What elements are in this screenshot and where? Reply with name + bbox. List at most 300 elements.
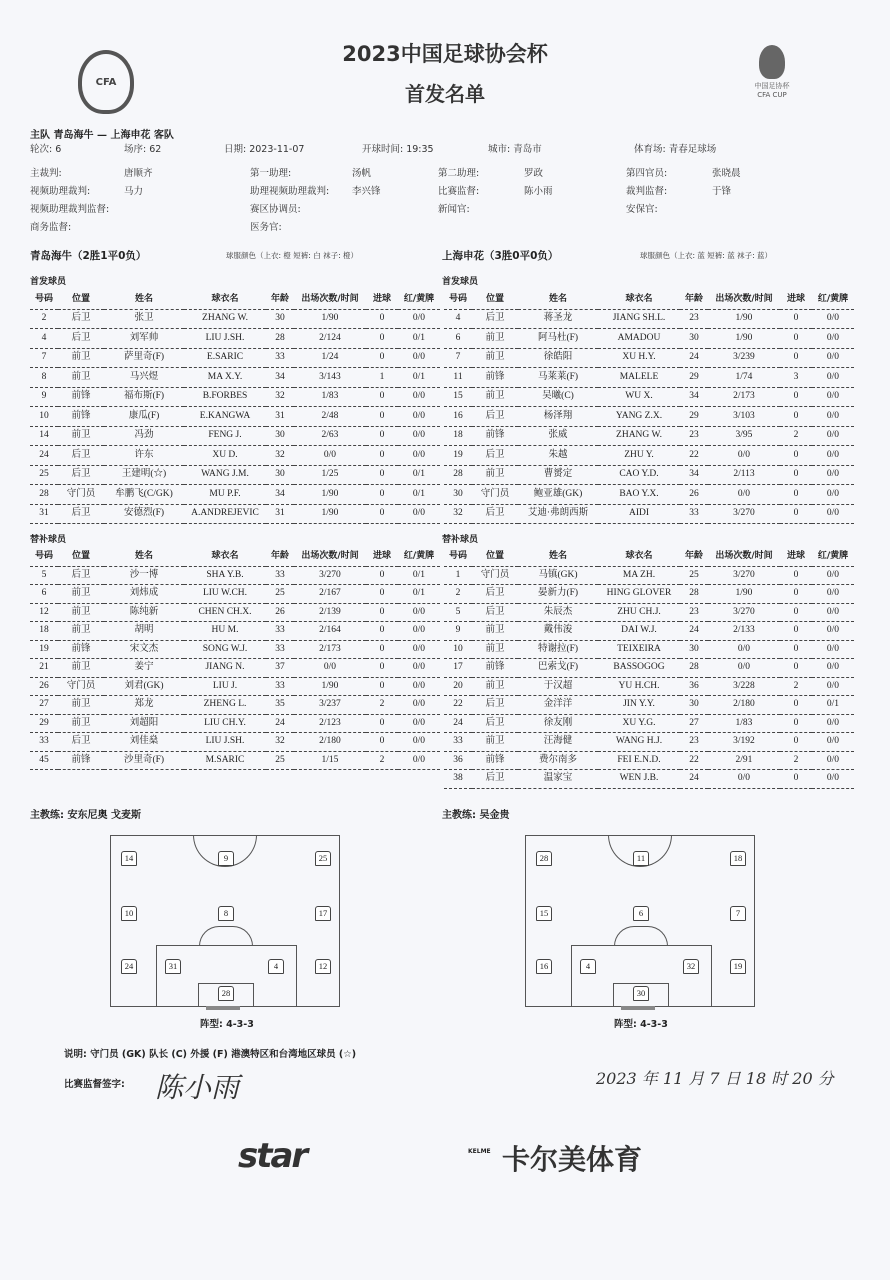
player-row [30,446,440,466]
player-cell: 3/143 [294,368,366,388]
player-cell: 27 [680,714,708,733]
player-cell: 28 [30,485,58,505]
player-cell: 26 [680,485,708,505]
player-cell: 34 [266,368,294,388]
player-cell: 朱辰杰 [518,603,598,622]
player-cell: 0 [780,659,812,678]
player-row [30,485,440,505]
player-cell: 1/24 [294,348,366,368]
player-row [444,585,854,604]
player-cell: 18 [444,426,472,446]
player-cell: 2/180 [294,733,366,752]
player-row [444,566,854,585]
player-cell: 3/270 [708,566,780,585]
kelme-brand-text: 卡尔美体育 [502,1143,643,1176]
player-row [30,640,440,659]
player-cell: 30 [266,309,294,329]
player-cell: 0 [366,504,398,524]
player-cell: 28 [680,585,708,604]
player-cell: 前卫 [472,329,518,349]
player-cell: 安德烈(F) [104,504,184,524]
player-cell: 沙一博 [104,566,184,585]
player-cell: 30 [680,329,708,349]
official-role: 安保官: [626,204,658,215]
player-cell: 1/90 [294,485,366,505]
player-cell: 2/164 [294,622,366,641]
player-jersey-icon: 31 [165,959,181,974]
player-cell: 0/0 [812,603,854,622]
player-cell: 0 [366,348,398,368]
column-header: 球衣名 [184,291,266,309]
official-name: 张晓晨 [712,168,741,179]
player-cell: 0/0 [398,751,440,770]
player-cell: 0/1 [398,368,440,388]
player-cell: 45 [30,751,58,770]
player-cell: 0/0 [812,426,854,446]
player-cell: 37 [266,659,294,678]
player-row [444,677,854,696]
player-cell: MA ZH. [598,566,680,585]
player-cell: 前锋 [58,751,104,770]
player-cell: 张卫 [104,309,184,329]
player-cell: 2/133 [708,622,780,641]
player-cell: 30 [680,696,708,715]
player-row [30,407,440,427]
player-cell: JIANG N. [184,659,266,678]
cfa-logo-text: CFA [95,76,117,88]
player-cell: JIN Y.Y. [598,696,680,715]
official-name: 唐顺齐 [124,168,153,179]
player-cell: 0/0 [812,407,854,427]
player-cell: 前卫 [58,603,104,622]
player-cell: 3/95 [708,426,780,446]
player-cell: 前卫 [472,733,518,752]
official-role: 医务官: [250,222,282,233]
star-logo: star [238,1136,307,1176]
player-cell: 1/15 [294,751,366,770]
player-cell: 33 [266,677,294,696]
player-cell: 徐友刚 [518,714,598,733]
player-cell: 0/0 [812,329,854,349]
player-cell: 0/0 [812,465,854,485]
official-role: 裁判监督: [626,186,668,197]
player-cell: XU Y.G. [598,714,680,733]
player-cell: 后卫 [472,696,518,715]
player-row [30,348,440,368]
away-team-name: 上海申花（3胜0平0负） [442,250,559,262]
player-cell: ZHANG W. [598,426,680,446]
player-cell: 36 [444,751,472,770]
player-cell: 32 [266,733,294,752]
player-row [444,640,854,659]
round: 轮次: 6 [30,144,62,155]
player-cell: 守门员 [58,485,104,505]
player-cell: 前锋 [58,407,104,427]
player-row [30,603,440,622]
player-cell: 0 [366,659,398,678]
player-row [444,622,854,641]
player-row [30,426,440,446]
player-cell: 前锋 [472,368,518,388]
column-header: 年龄 [266,548,294,566]
player-row [30,751,440,770]
player-cell: 29 [680,368,708,388]
player-cell: 0 [780,622,812,641]
player-cell: 0 [780,566,812,585]
player-cell: 0 [366,603,398,622]
column-header: 出场次数/时间 [708,291,780,309]
player-row [30,696,440,715]
player-cell: 温家宝 [518,770,598,789]
player-row [444,485,854,505]
player-cell: 康瓜(F) [104,407,184,427]
player-cell: MU P.F. [184,485,266,505]
player-cell: 34 [266,485,294,505]
column-header: 出场次数/时间 [708,548,780,566]
player-cell: 0/0 [398,426,440,446]
column-header: 号码 [30,291,58,309]
player-jersey-icon: 28 [218,986,234,1001]
player-jersey-icon: 28 [536,851,552,866]
player-cell: WANG H.J. [598,733,680,752]
official-name: 于锋 [712,186,732,197]
player-cell: 1/83 [294,387,366,407]
player-cell: 2/180 [708,696,780,715]
player-cell: 福布斯(F) [104,387,184,407]
player-cell: 0/0 [398,309,440,329]
player-row [444,504,854,524]
player-row [444,751,854,770]
document-subtitle: 首发名单 [405,82,485,106]
player-jersey-icon: 11 [633,851,649,866]
player-cell: 0/0 [812,640,854,659]
player-cell: 0 [366,465,398,485]
player-cell: 6 [444,329,472,349]
player-cell: 前锋 [58,387,104,407]
player-cell: 31 [266,407,294,427]
player-cell: 33 [266,622,294,641]
player-row [30,329,440,349]
player-row [444,603,854,622]
player-jersey-icon: 30 [633,986,649,1001]
player-row [30,465,440,485]
city: 城市: 青岛市 [488,144,542,155]
player-cell: 金洋洋 [518,696,598,715]
player-cell: 戴伟浚 [518,622,598,641]
player-cell: 0 [366,622,398,641]
player-cell: 0/0 [708,659,780,678]
player-cell: 姜宁 [104,659,184,678]
player-cell: ZHANG W. [184,309,266,329]
player-cell: 马镇(GK) [518,566,598,585]
player-cell: 0/1 [398,465,440,485]
player-cell: 2/113 [708,465,780,485]
player-cell: 刘佳燊 [104,733,184,752]
player-cell: 2 [780,677,812,696]
player-cell: 33 [680,504,708,524]
player-cell: 后卫 [472,446,518,466]
cfa-cup-logo [752,45,792,99]
player-cell: 0/0 [398,407,440,427]
match-date: 日期: 2023-11-07 [224,144,305,155]
column-header: 位置 [472,291,518,309]
column-header: 出场次数/时间 [294,291,366,309]
player-cell: 24 [444,714,472,733]
player-cell: 0/0 [812,677,854,696]
player-cell: MALELE [598,368,680,388]
player-cell: 0/0 [812,348,854,368]
player-cell: 29 [680,407,708,427]
player-jersey-icon: 12 [315,959,331,974]
player-cell: 0 [366,407,398,427]
player-cell: 萨里奇(F) [104,348,184,368]
player-cell: 0 [780,309,812,329]
player-row [444,426,854,446]
player-cell: 胡明 [104,622,184,641]
away-subs-label: 替补球员 [442,535,479,545]
player-cell: 前卫 [58,585,104,604]
player-cell: 24 [680,348,708,368]
player-cell: 8 [30,368,58,388]
player-cell: 朱越 [518,446,598,466]
player-cell: 0/0 [812,504,854,524]
player-cell: 巴索戈(F) [518,659,598,678]
player-cell: 33 [266,640,294,659]
player-cell: DAI W.J. [598,622,680,641]
player-jersey-icon: 10 [121,906,137,921]
player-cell: 前卫 [58,622,104,641]
player-cell: M.SARIC [184,751,266,770]
player-cell: 前锋 [472,751,518,770]
player-cell: 31 [30,504,58,524]
player-cell: 0/0 [812,446,854,466]
document-title: 2023中国足球协会杯 [342,42,548,66]
player-cell: 3/270 [708,603,780,622]
player-cell: 28 [680,659,708,678]
player-cell: 后卫 [472,504,518,524]
official-role: 视频助理裁判: [30,186,91,197]
player-cell: 0 [366,309,398,329]
player-cell: 前锋 [472,426,518,446]
column-header: 号码 [444,548,472,566]
official-name: 汤帆 [352,168,372,179]
player-cell: 0/0 [398,696,440,715]
player-cell: 前卫 [58,696,104,715]
player-cell: 3 [780,368,812,388]
player-cell: 于汉超 [518,677,598,696]
home-formation-label: 阵型: 4-3-3 [200,1019,254,1030]
player-cell: 26 [266,603,294,622]
player-cell: BASSOGOG [598,659,680,678]
player-cell: 25 [680,566,708,585]
player-cell: 16 [444,407,472,427]
column-header: 号码 [30,548,58,566]
player-cell: 前卫 [58,714,104,733]
player-cell: 24 [30,446,58,466]
player-row [444,446,854,466]
player-cell: WEN J.B. [598,770,680,789]
player-cell: 28 [444,465,472,485]
player-cell: 后卫 [58,566,104,585]
player-cell: 2/173 [708,387,780,407]
player-cell: 4 [30,329,58,349]
player-cell: 2 [780,751,812,770]
player-cell: 0/0 [294,659,366,678]
column-header: 球衣名 [598,291,680,309]
player-row [30,368,440,388]
player-cell: 33 [266,566,294,585]
player-cell: 0 [366,585,398,604]
player-cell: 前卫 [58,426,104,446]
player-cell: 23 [680,426,708,446]
player-cell: 0 [366,329,398,349]
column-header: 位置 [472,548,518,566]
player-cell: 徐皓阳 [518,348,598,368]
player-row [444,368,854,388]
table-header [30,548,440,566]
player-cell: 许东 [104,446,184,466]
player-cell: 0 [780,348,812,368]
home-formation-pitch [110,835,340,1007]
player-jersey-icon: 8 [218,906,234,921]
player-cell: 30 [680,640,708,659]
player-cell: 6 [30,585,58,604]
away-coach: 主教练: 吴金贵 [442,810,510,821]
player-cell: 2/124 [294,329,366,349]
player-cell: 2/173 [294,640,366,659]
column-header: 姓名 [104,548,184,566]
player-cell: 郑龙 [104,696,184,715]
player-cell: FENG J. [184,426,266,446]
player-cell: 27 [30,696,58,715]
player-cell: 1/25 [294,465,366,485]
player-cell: 28 [266,329,294,349]
player-row [444,387,854,407]
official-name: 马力 [124,186,144,197]
player-cell: 1/90 [294,677,366,696]
player-row [30,504,440,524]
player-cell: 0/0 [812,659,854,678]
column-header: 红/黄牌 [812,291,854,309]
player-cell: 阿马杜(F) [518,329,598,349]
player-cell: 0/0 [812,485,854,505]
player-jersey-icon: 9 [218,851,234,866]
official-role: 第二助理: [438,168,480,179]
player-cell: 后卫 [472,585,518,604]
cup-logo-text: 中国足协杯 CFA CUP [754,82,790,99]
player-cell: 5 [444,603,472,622]
away-kit-colors: 球服颜色（上衣: 蓝 短裤: 蓝 袜子: 蓝） [640,251,772,260]
player-cell: 0 [780,446,812,466]
player-cell: 3/270 [294,566,366,585]
player-cell: 0/0 [812,585,854,604]
player-cell: 冯劲 [104,426,184,446]
player-cell: 1 [366,368,398,388]
player-cell: 4 [444,309,472,329]
player-jersey-icon: 24 [121,959,137,974]
player-row [30,733,440,752]
player-cell: 25 [266,585,294,604]
player-cell: 12 [30,603,58,622]
player-cell: WU X. [598,387,680,407]
official-role: 第四官员: [626,168,668,179]
player-cell: 后卫 [472,714,518,733]
player-cell: 0 [366,426,398,446]
player-cell: 晏新力(F) [518,585,598,604]
player-cell: 1/90 [294,504,366,524]
player-cell: 33 [266,348,294,368]
player-cell: CHEN CH.X. [184,603,266,622]
player-cell: 鲍亚雄(GK) [518,485,598,505]
official-name: 陈小雨 [524,186,553,197]
player-cell: SHA Y.B. [184,566,266,585]
player-jersey-icon: 25 [315,851,331,866]
player-cell: 2 [366,751,398,770]
player-cell: 3/228 [708,677,780,696]
player-cell: XU D. [184,446,266,466]
player-row [444,407,854,427]
player-cell: AMADOU [598,329,680,349]
supervisor-sign-label: 比赛监督签字: [64,1079,125,1090]
player-cell: 前锋 [472,659,518,678]
player-cell: 2/48 [294,407,366,427]
player-cell: 2 [30,309,58,329]
player-cell: 0/0 [812,368,854,388]
player-cell: 0 [366,387,398,407]
player-cell: 0 [366,677,398,696]
column-header: 位置 [58,548,104,566]
player-cell: 2/63 [294,426,366,446]
player-cell: 前卫 [472,677,518,696]
player-cell: 10 [444,640,472,659]
player-cell: 2 [780,426,812,446]
player-cell: 0/0 [708,640,780,659]
player-cell: TEIXEIRA [598,640,680,659]
player-cell: 23 [680,733,708,752]
player-cell: 0 [780,696,812,715]
kickoff-time: 开球时间: 19:35 [362,144,434,155]
player-cell: LIU J. [184,677,266,696]
player-cell: 0/0 [398,677,440,696]
player-cell: 0 [780,603,812,622]
player-cell: 后卫 [58,446,104,466]
home-subs-label: 替补球员 [30,535,67,545]
player-cell: 3/192 [708,733,780,752]
player-cell: 张威 [518,426,598,446]
player-row [444,465,854,485]
player-cell: 29 [30,714,58,733]
player-cell: 汪海健 [518,733,598,752]
player-cell: 0/0 [398,603,440,622]
player-cell: 3/270 [708,504,780,524]
player-row [30,309,440,329]
player-cell: ZHENG L. [184,696,266,715]
player-jersey-icon: 19 [730,959,746,974]
player-cell: 前卫 [472,465,518,485]
player-cell: SONG W.J. [184,640,266,659]
player-cell: 9 [30,387,58,407]
player-cell: 0/0 [812,733,854,752]
player-cell: 0 [780,387,812,407]
player-cell: 2/167 [294,585,366,604]
player-cell: FEI E.N.D. [598,751,680,770]
player-row [444,348,854,368]
player-cell: 费尔南多 [518,751,598,770]
player-cell: 0 [780,770,812,789]
player-cell: 0 [780,733,812,752]
player-cell: ZHU CH.J. [598,603,680,622]
teams-line: 主队 青岛海牛 — 上海申花 客队 [30,130,174,141]
